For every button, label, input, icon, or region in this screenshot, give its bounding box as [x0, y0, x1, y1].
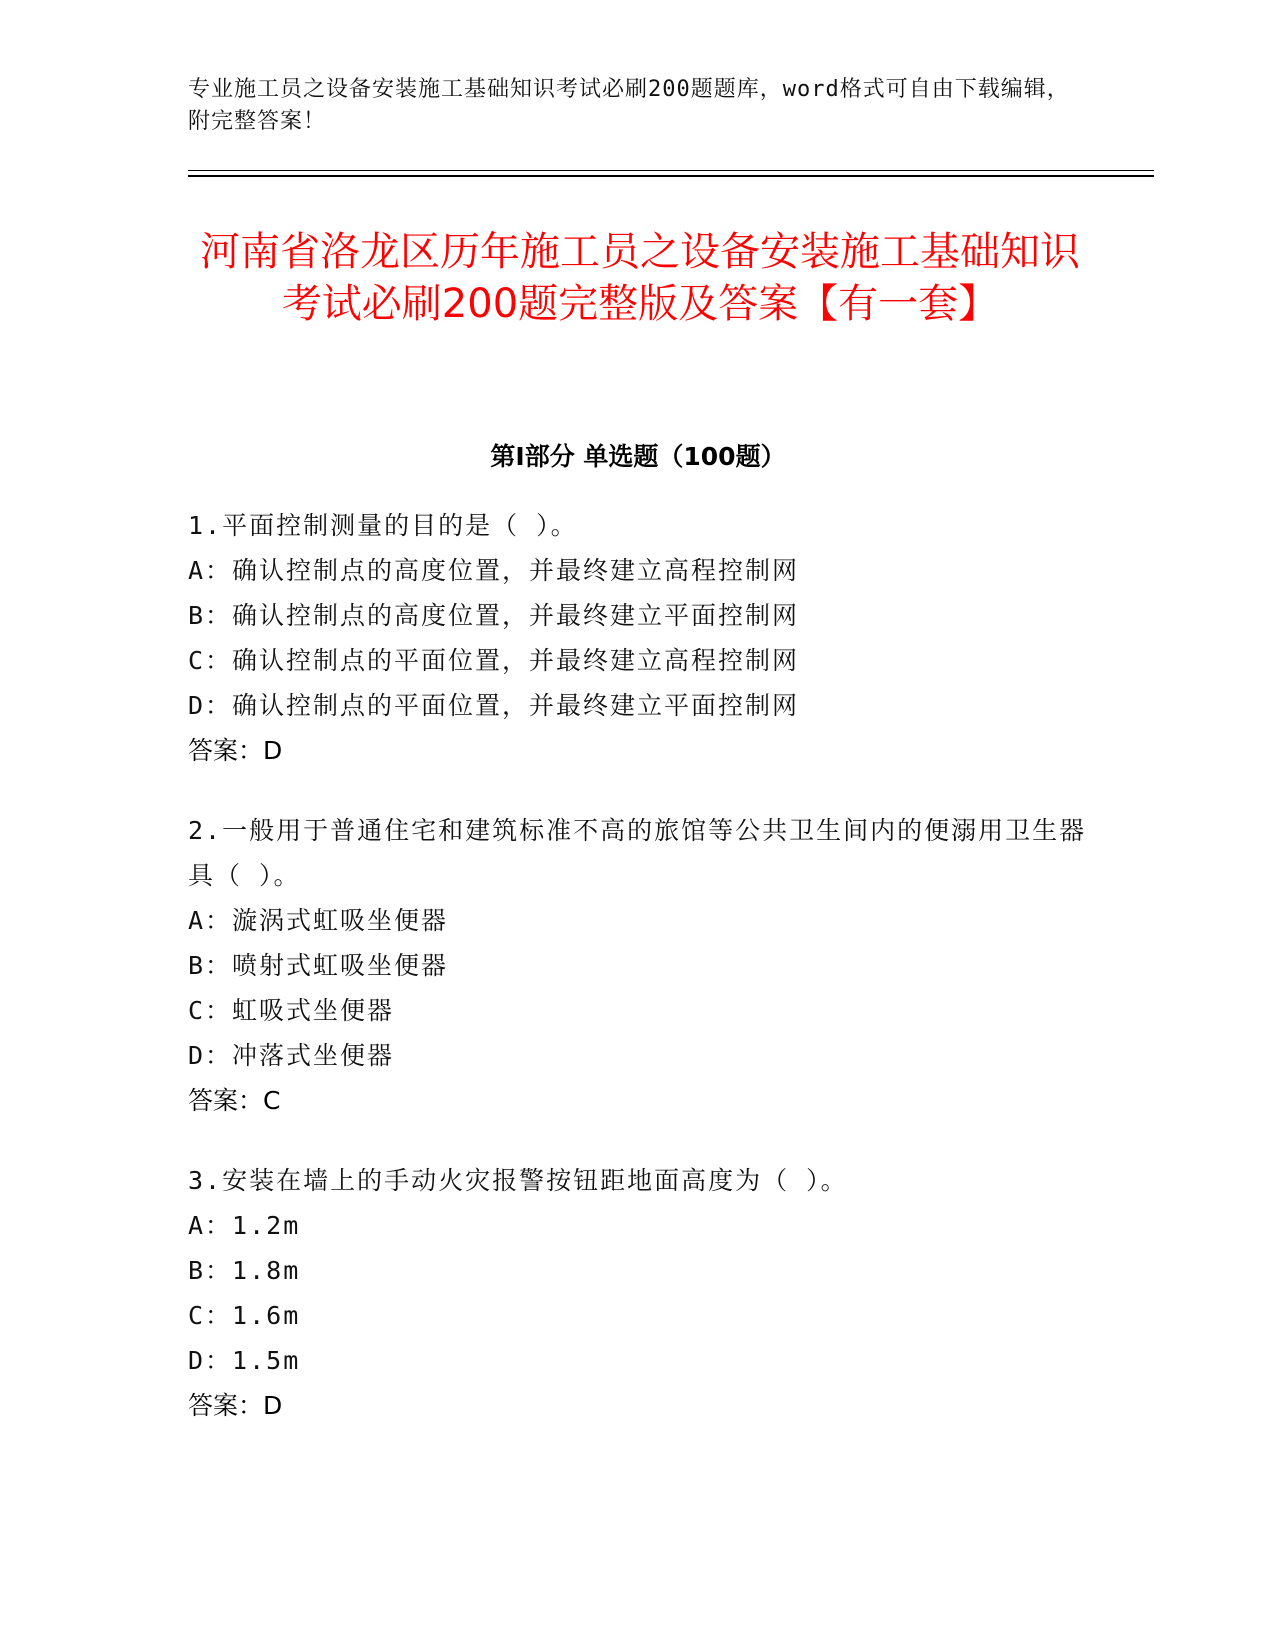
- question-stem: 1.平面控制测量的目的是（ ）。: [188, 511, 578, 540]
- option-c: C：1.6m: [188, 1301, 301, 1330]
- option-b: B：喷射式虹吸坐便器: [188, 951, 449, 980]
- option-b: B：确认控制点的高度位置，并最终建立平面控制网: [188, 601, 800, 630]
- option-c: C：确认控制点的平面位置，并最终建立高程控制网: [188, 646, 800, 675]
- header-divider-thick: [188, 175, 1154, 177]
- option-a: A：漩涡式虹吸坐便器: [188, 906, 449, 935]
- header-divider-thin: [188, 170, 1154, 171]
- question-stem: 3.安装在墙上的手动火灾报警按钮距地面高度为（ ）。: [188, 1166, 848, 1195]
- section-heading: 第I部分 单选题（100题）: [490, 442, 786, 471]
- option-c: C：虹吸式坐便器: [188, 996, 395, 1025]
- option-d: D：冲落式坐便器: [188, 1041, 395, 1070]
- answer: 答案：D: [188, 736, 283, 765]
- option-a: A：确认控制点的高度位置，并最终建立高程控制网: [188, 556, 800, 585]
- answer: 答案：D: [188, 1391, 283, 1420]
- question-stem: 2.一般用于普通住宅和建筑标准不高的旅馆等公共卫生间内的便溺用卫生器具（ ）。: [188, 816, 1087, 890]
- option-a: A：1.2m: [188, 1211, 301, 1240]
- option-d: D：确认控制点的平面位置，并最终建立平面控制网: [188, 691, 800, 720]
- question-2: [188, 808, 1088, 1123]
- header-note: 专业施工员之设备安装施工基础知识考试必刷200题题库，word格式可自由下载编辑，附完整答案！: [188, 77, 1070, 134]
- answer: 答案：C: [188, 1086, 281, 1115]
- option-d: D：1.5m: [188, 1346, 301, 1375]
- question-3: [188, 1158, 1088, 1428]
- question-1: [188, 503, 1088, 773]
- document-title: 河南省洛龙区历年施工员之设备安装施工基础知识考试必刷200题完整版及答案【有一套】: [200, 229, 1080, 327]
- option-b: B：1.8m: [188, 1256, 301, 1285]
